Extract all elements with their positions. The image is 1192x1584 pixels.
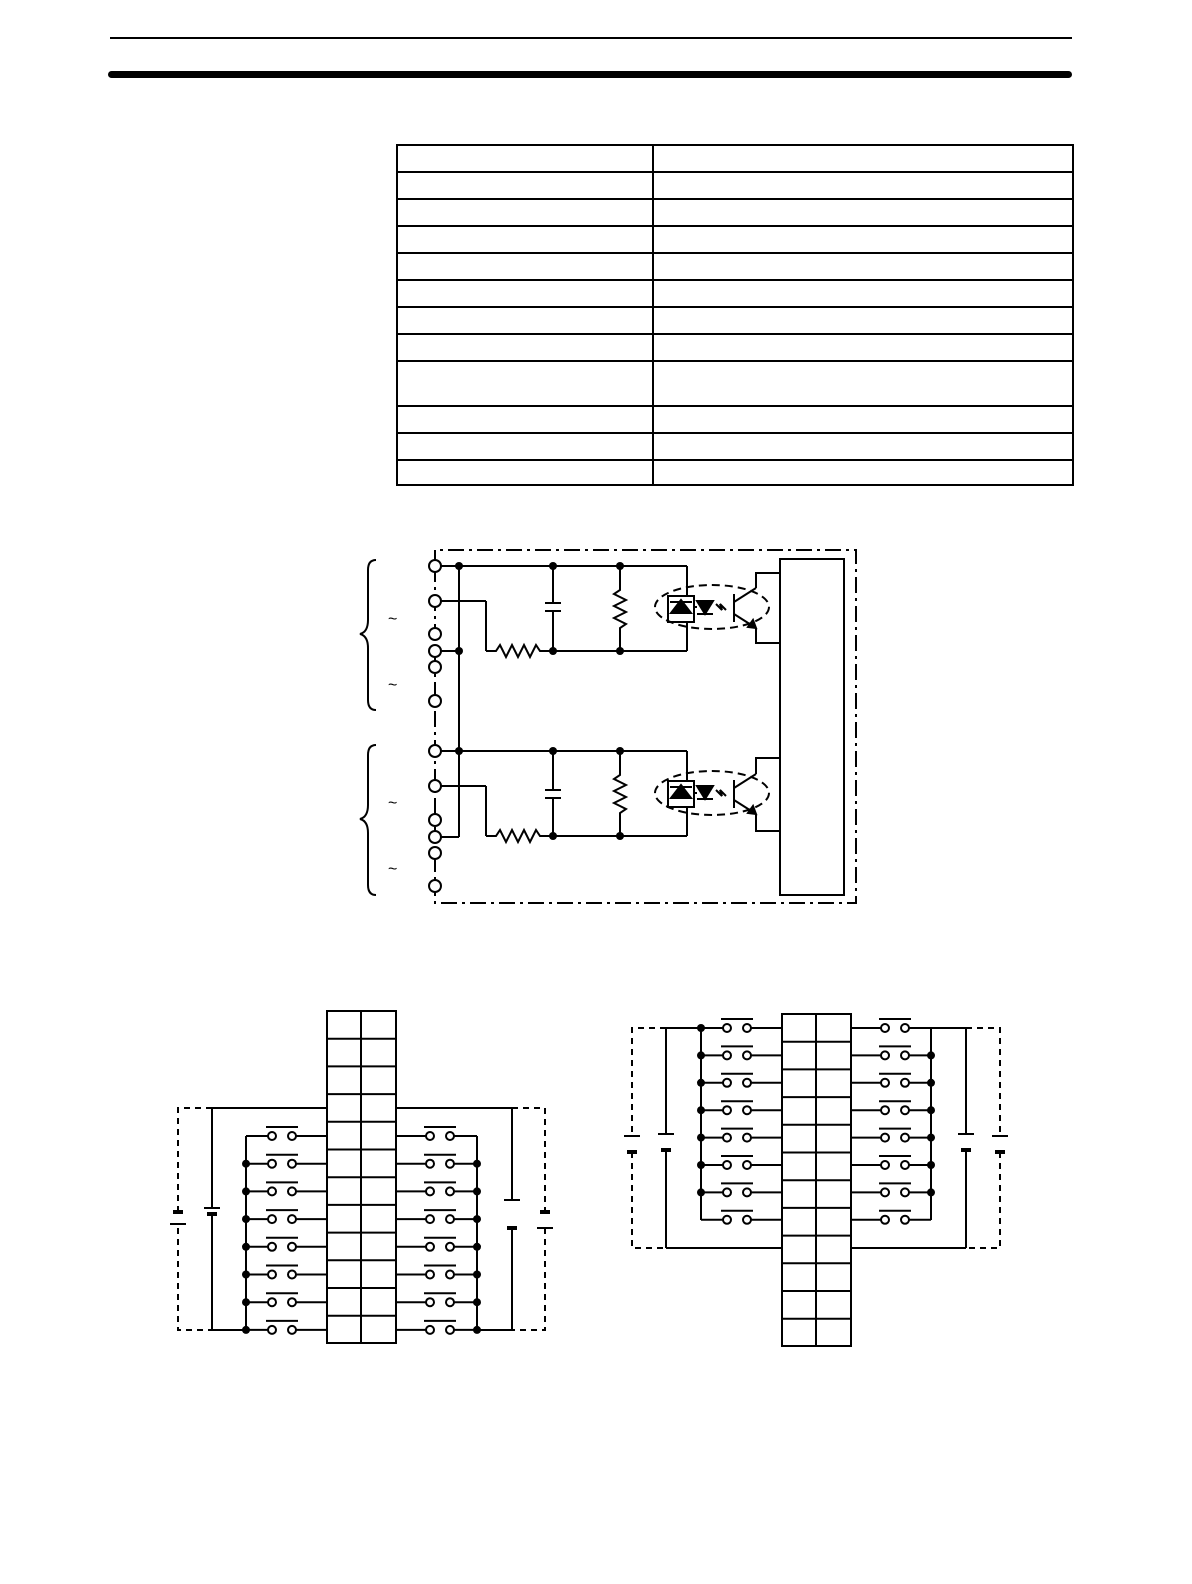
switch-contact: [851, 1156, 931, 1169]
switch-contact: [701, 1046, 782, 1059]
junction-dot: [242, 1326, 250, 1334]
junction-dot: [473, 1160, 481, 1168]
junction-dot: [927, 1106, 935, 1114]
brace-group-2: [360, 745, 376, 895]
internal-circuit-block: [780, 559, 844, 895]
junction-dot: [473, 1215, 481, 1223]
junction-dot: [242, 1271, 250, 1279]
junction-dot: [927, 1161, 935, 1169]
switch-contact: [396, 1210, 477, 1223]
brace-group-1: [360, 560, 376, 710]
switch-contact: [246, 1155, 327, 1168]
switch-contact: [701, 1129, 782, 1142]
junction-dot: [473, 1271, 481, 1279]
junction-dot: [927, 1051, 935, 1059]
junction-dot: [927, 1188, 935, 1196]
switch-contact: [851, 1046, 931, 1059]
ac-symbol: ~: [388, 611, 398, 628]
junction-dot: [242, 1243, 250, 1251]
switch-contact: [396, 1127, 477, 1140]
switch-contact: [396, 1238, 477, 1251]
switch-contact: [246, 1210, 327, 1223]
junction-dot: [927, 1079, 935, 1087]
switch-contact: [246, 1182, 327, 1195]
switch-contact: [396, 1182, 477, 1195]
switch-contact: [246, 1127, 327, 1140]
switch-contact: [396, 1293, 477, 1306]
junction-dot: [242, 1187, 250, 1195]
switch-contact: [246, 1321, 327, 1334]
junction-dot: [473, 1298, 481, 1306]
junction-dot: [242, 1298, 250, 1306]
junction-dot: [473, 1187, 481, 1195]
switch-contact: [851, 1211, 931, 1224]
junction-dot: [927, 1134, 935, 1142]
ac-symbol: ~: [388, 795, 398, 812]
switch-contact: [851, 1129, 931, 1142]
switch-contact: [701, 1074, 782, 1087]
switch-contact: [851, 1101, 931, 1114]
junction-dot: [473, 1243, 481, 1251]
junction-dot: [242, 1160, 250, 1168]
internal-circuit-diagram: [360, 550, 856, 903]
junction-dot: [242, 1215, 250, 1223]
switch-contact: [701, 1183, 782, 1196]
junction-dot: [697, 1024, 705, 1032]
switch-contact: [851, 1183, 931, 1196]
switch-contact: [701, 1211, 782, 1224]
switch-contact: [246, 1238, 327, 1251]
switch-contact: [396, 1321, 477, 1334]
switch-contact: [396, 1266, 477, 1279]
junction-dot: [697, 1106, 705, 1114]
switch-contact: [396, 1155, 477, 1168]
switch-contact: [246, 1266, 327, 1279]
switch-contact: [246, 1293, 327, 1306]
switch-contact: [701, 1019, 782, 1032]
junction-dot: [697, 1134, 705, 1142]
junction-dot: [697, 1051, 705, 1059]
junction-dot: [697, 1079, 705, 1087]
junction-dot: [697, 1188, 705, 1196]
switch-contact: [851, 1019, 931, 1032]
wiring-diagram-right: [624, 1014, 1008, 1346]
wiring-diagram-left: [170, 1011, 553, 1343]
switch-contact: [701, 1101, 782, 1114]
ac-symbol: ~: [388, 677, 398, 694]
switch-contact: [851, 1074, 931, 1087]
switch-contact: [701, 1156, 782, 1169]
junction-dot: [697, 1161, 705, 1169]
ac-symbol: ~: [388, 861, 398, 878]
junction-dot: [473, 1326, 481, 1334]
